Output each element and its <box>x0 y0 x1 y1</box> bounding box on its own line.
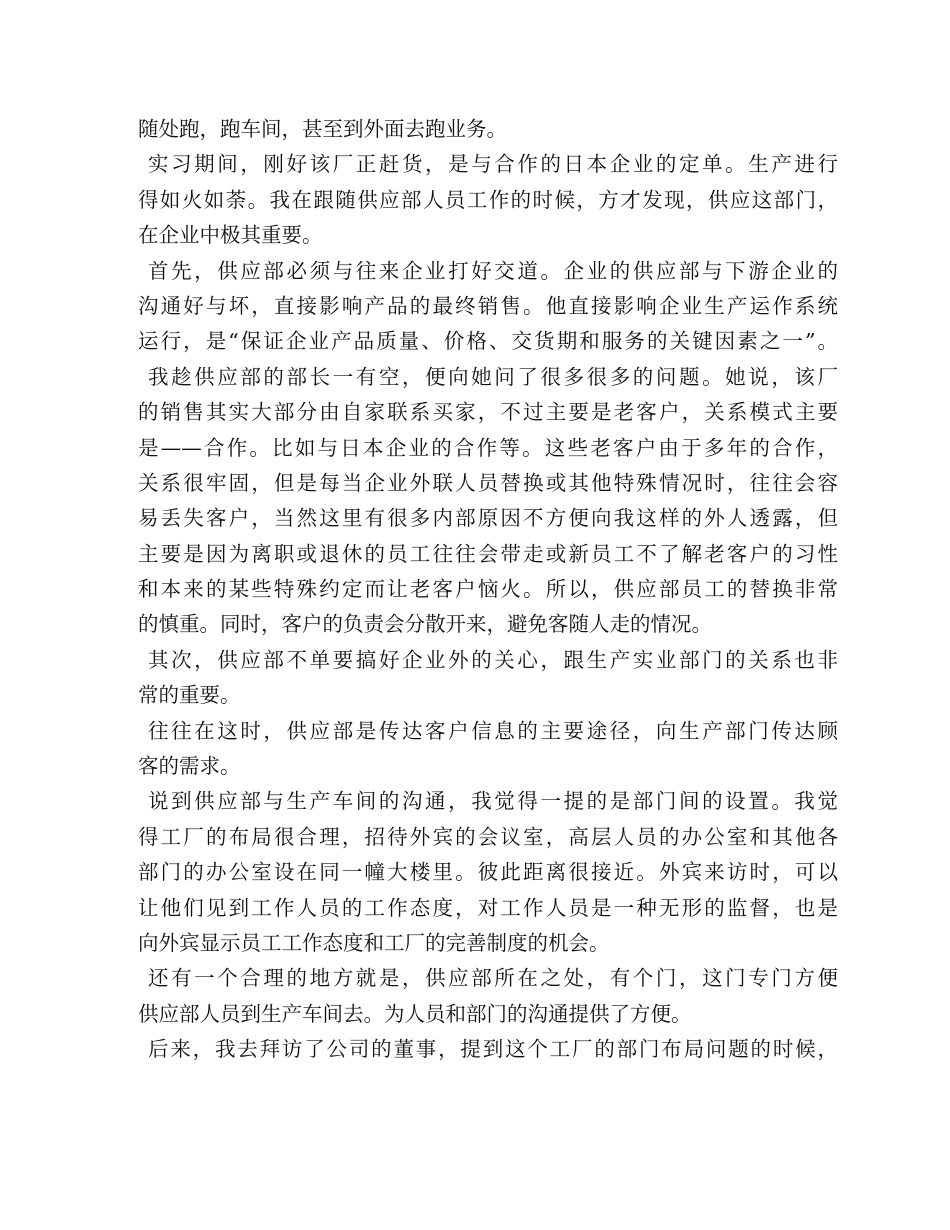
text-line: 常的重要。 <box>138 683 241 708</box>
text-line: 供应部人员到生产车间去。为人员和部门的沟通提供了方便。 <box>138 1001 692 1026</box>
text-line: 得如火如荼。我在跟随供应部人员工作的时候，方才发现，供应这部门， <box>138 187 838 212</box>
text-line: 往往在这时，供应部是传达客户信息的主要途径，向生产部门传达顾 <box>148 718 838 743</box>
text-line: 实习期间，刚好该厂正赶货，是与合作的日本企业的定单。生产进行 <box>148 152 838 177</box>
text-line: 得工厂的布局很合理，招待外宾的会议室，高层人员的办公室和其他各 <box>138 824 838 849</box>
text-line: 沟通好与坏，直接影响产品的最终销售。他直接影响企业生产运作系统 <box>138 293 838 318</box>
text-line: 和本来的某些特殊约定而让老客户恼火。所以，供应部员工的替换非常 <box>138 577 838 602</box>
text-line: 随处跑，跑车间，甚至到外面去跑业务。 <box>138 117 507 141</box>
text-line: 客的需求。 <box>138 754 241 779</box>
text-line: 在企业中极其重要。 <box>138 223 323 248</box>
text-line: 还有一个合理的地方就是，供应部所在之处，有个门，这门专门方便 <box>148 966 838 991</box>
text-line: 易丢失客户，当然这里有很多内部原因不方便向我这样的外人透露，但 <box>138 506 838 531</box>
document-body <box>138 112 838 1068</box>
text-line: 让他们见到工作人员的工作态度，对工作人员是一种无形的监督，也是 <box>138 895 838 920</box>
text-line: 的慎重。同时，客户的负责会分散开来，避免客随人走的情况。 <box>138 612 712 637</box>
text-line: 说到供应部与生产车间的沟通，我觉得一提的是部门间的设置。我觉 <box>148 789 838 814</box>
text-line: 后来，我去拜访了公司的董事，提到这个工厂的部门布局问题的时候， <box>148 1037 838 1062</box>
text-line: 运行，是“保证企业产品质量、价格、交货期和服务的关键因素之一”。 <box>138 329 838 354</box>
text-line: 关系很牢固，但是每当企业外联人员替换或其他特殊情况时，往往会容 <box>138 470 838 495</box>
text-line: 向外宾显示员工工作态度和工厂的完善制度的机会。 <box>138 930 610 955</box>
text-line: 主要是因为离职或退休的员工往往会带走或新员工不了解老客户的习性 <box>138 541 838 566</box>
text-line: 其次，供应部不单要搞好企业外的关心，跟生产实业部门的关系也非 <box>148 647 838 672</box>
text-line: 部门的办公室设在同一幢大楼里。彼此距离很接近。外宾来访时，可以 <box>138 860 838 885</box>
text-line: 的销售其实大部分由自家联系买家，不过主要是老客户，关系模式主要 <box>138 400 838 425</box>
text-line: 首先，供应部必须与往来企业打好交道。企业的供应部与下游企业的 <box>148 258 838 283</box>
text-line: 是——合作。比如与日本企业的合作等。这些老客户由于多年的合作， <box>138 435 838 460</box>
text-line: 我趁供应部的部长一有空，便向她问了很多很多的问题。她说，该厂 <box>148 364 838 389</box>
